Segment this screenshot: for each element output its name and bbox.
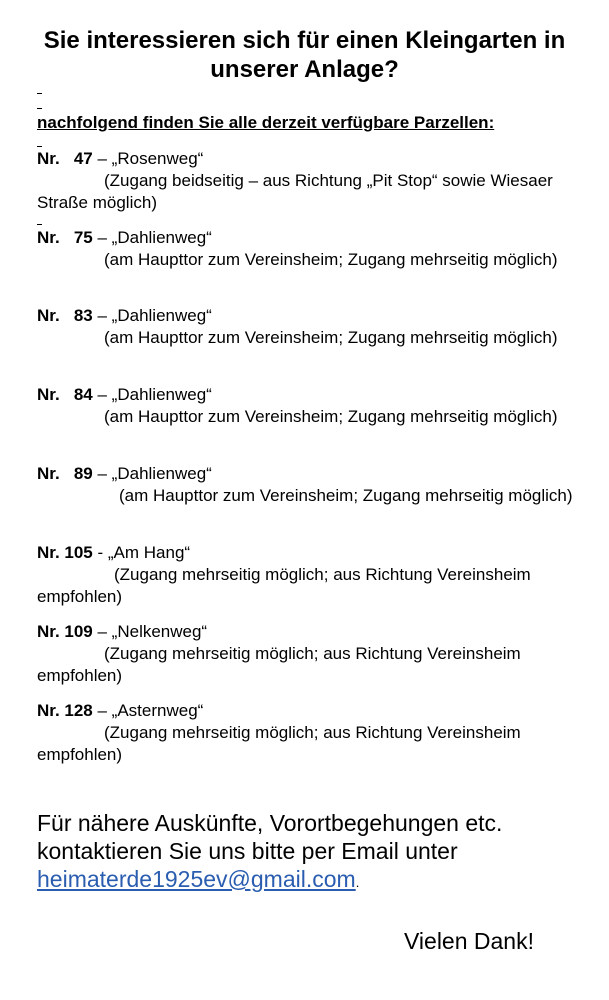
parcel-note: (Zugang mehrseitig möglich; aus Richtung Vereinsheim empfohlen) <box>37 644 521 685</box>
parcel-number: Nr. 83 <box>37 306 93 325</box>
parcel-separator: – <box>92 385 112 404</box>
thanks-text: Vielen Dank! <box>404 928 534 954</box>
parcel-item-89 <box>37 463 582 507</box>
email-link[interactable]: heimaterde1925ev@gmail.com <box>37 866 356 892</box>
list-marker <box>37 224 42 225</box>
parcel-note: (am Haupttor zum Vereinsheim; Zugang mehrseitig möglich) <box>104 328 558 347</box>
parcel-item-109 <box>37 621 582 687</box>
parcel-item-75 <box>37 227 582 271</box>
parcel-note: (Zugang mehrseitig möglich; aus Richtung Vereinsheim empfohlen) <box>37 565 531 606</box>
parcel-note: (Zugang beidseitig – aus Richtung „Pit Stop“ sowie Wiesaer Straße möglich) <box>37 171 553 212</box>
parcel-note: (am Haupttor zum Vereinsheim; Zugang mehrseitig möglich) <box>104 407 558 426</box>
list-marker <box>37 93 42 94</box>
parcel-name: „Rosenweg“ <box>111 149 204 168</box>
parcel-separator: – <box>92 149 112 168</box>
parcel-name: „Am Hang“ <box>107 543 191 562</box>
page-title-line2: unserer Anlage? <box>210 56 399 83</box>
parcel-item-47 <box>37 148 582 214</box>
parcel-note: (am Haupttor zum Vereinsheim; Zugang mehrseitig möglich) <box>119 486 573 505</box>
parcel-separator: – <box>92 701 112 720</box>
intro-text: nachfolgend finden Sie alle derzeit verfügbare Parzellen: <box>37 113 495 132</box>
parcel-number: Nr. 84 <box>37 385 93 404</box>
parcel-separator: – <box>92 306 112 325</box>
parcel-number: Nr. 109 <box>37 622 93 641</box>
parcel-name: „Dahlienweg“ <box>111 385 212 404</box>
parcel-separator: - <box>92 543 108 562</box>
parcel-item-83 <box>37 305 582 349</box>
parcel-name: „Nelkenweg“ <box>111 622 208 641</box>
parcel-item-84 <box>37 384 582 428</box>
parcel-name: „Dahlienweg“ <box>111 228 212 247</box>
parcel-item-128 <box>37 700 582 766</box>
parcel-separator: – <box>92 228 112 247</box>
parcel-number: Nr. 75 <box>37 228 93 247</box>
parcel-number: Nr. 105 <box>37 543 93 562</box>
parcel-name: „Dahlienweg“ <box>111 464 212 483</box>
contact-paragraph <box>37 809 582 897</box>
parcel-separator: – <box>92 464 112 483</box>
parcel-note: (Zugang mehrseitig möglich; aus Richtung Vereinsheim empfohlen) <box>37 723 521 764</box>
parcel-name: „Asternweg“ <box>111 701 204 720</box>
page-title-line1: Sie interessieren sich für einen Kleingarten in <box>43 27 566 54</box>
page-title <box>20 26 589 84</box>
list-marker <box>37 108 42 109</box>
list-marker <box>37 146 42 147</box>
parcel-name: „Dahlienweg“ <box>111 306 212 325</box>
parcel-item-105 <box>37 542 582 608</box>
parcel-number: Nr. 128 <box>37 701 93 720</box>
parcel-number: Nr. 47 <box>37 149 93 168</box>
parcel-separator: – <box>92 622 112 641</box>
contact-period: . <box>355 875 360 890</box>
contact-text: Für nähere Auskünfte, Vorortbegehungen etc. kontaktieren Sie uns bitte per Email unter <box>37 810 503 864</box>
parcel-number: Nr. 89 <box>37 464 93 483</box>
parcel-note: (am Haupttor zum Vereinsheim; Zugang mehrseitig möglich) <box>104 250 558 269</box>
